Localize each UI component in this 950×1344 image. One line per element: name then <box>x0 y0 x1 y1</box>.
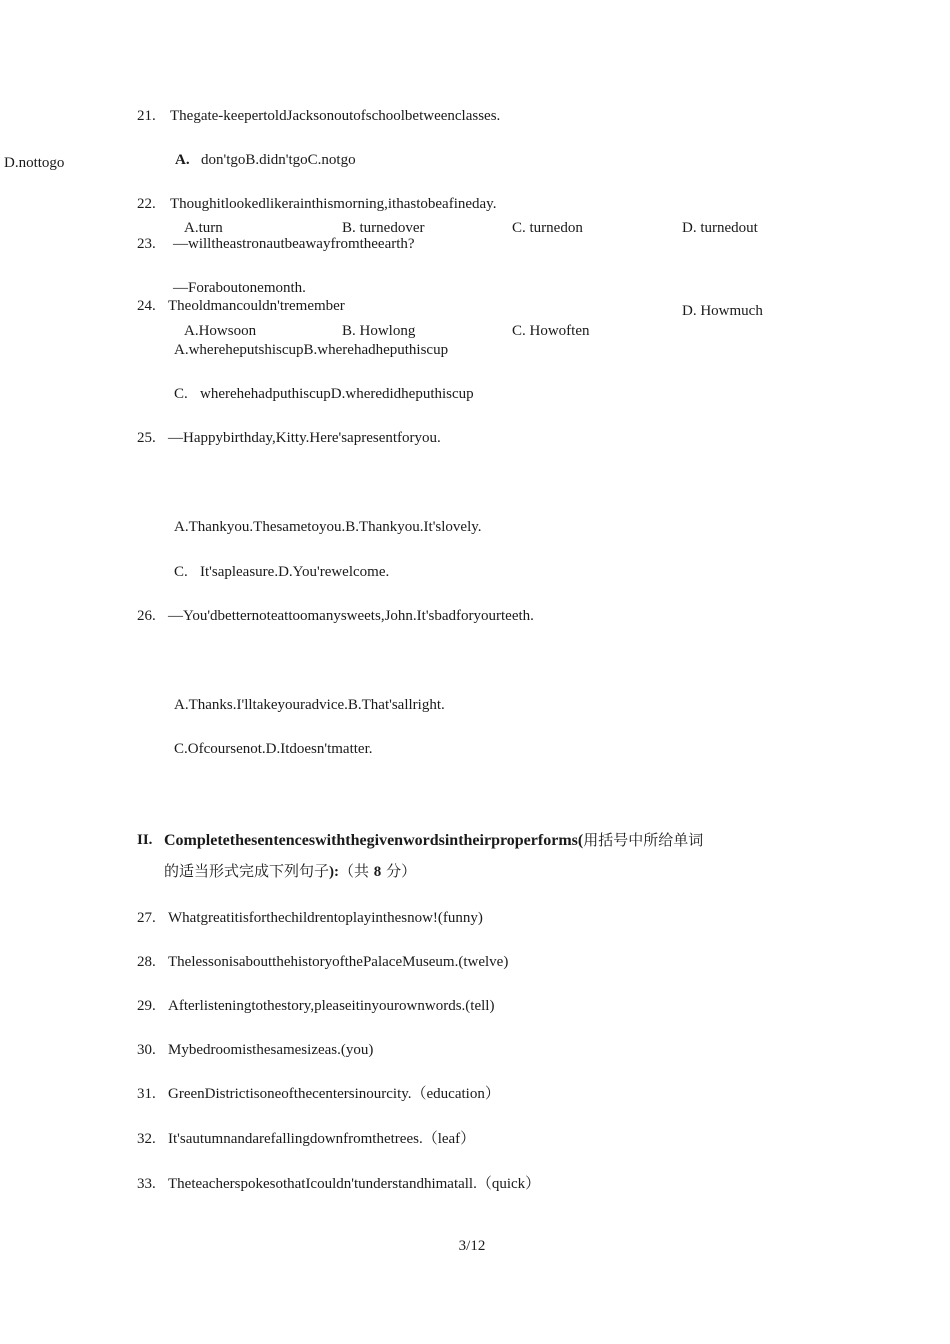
clipped-options-row: A.turn B. turnedover C. turnedon D. turnedout <box>184 220 758 236</box>
item-text: It'sautumnandarefallingdownfromthetrees.（leaf） <box>168 1131 476 1147</box>
question-number: 24. <box>137 298 156 314</box>
item-text: GreenDistrictisoneofthecentersinourcity.（education） <box>168 1086 500 1102</box>
options-line: It'sapleasure.D.You'rewelcome. <box>200 564 390 580</box>
item-number: 28. <box>137 954 156 970</box>
stray-option-text: D.nottogo <box>4 155 65 171</box>
options-line: A.Thankyou.Thesametoyou.B.Thankyou.It'slovely. <box>174 519 482 535</box>
item-text: ThelessonisaboutthehistoryofthePalaceMuseum.(twelve) <box>168 954 509 970</box>
section-subtitle: 的适当形式完成下列句子):（共 8 分） <box>164 862 417 880</box>
option-label: A. <box>175 152 190 168</box>
section-title: Completethesentenceswiththegivenwordsintheirproperforms(用括号中所给单词 <box>164 831 704 849</box>
question-text: Thegate-keepertoldJacksonoutofschoolbetweenclasses. <box>170 108 501 124</box>
page-number: 3/12 <box>458 1238 486 1254</box>
options-line: wherehehadputhiscupD.wheredidheputhiscup <box>200 386 474 402</box>
question-text: —willtheastronautbeawayfromtheearth? <box>173 236 415 252</box>
item-number: 32. <box>137 1131 156 1147</box>
options-line: A.Thanks.I'lltakeyouradvice.B.That'sallright. <box>174 697 445 713</box>
item-text: TheteacherspokesothatIcouldn'tunderstandhimatall.（quick） <box>168 1176 541 1192</box>
options-line: don'tgoB.didn'tgoC.notgo <box>201 152 356 168</box>
option-label: C. <box>174 564 188 580</box>
item-number: 33. <box>137 1176 156 1192</box>
question-text: Thoughitlookedlikerainthismorning,ithastobeafineday. <box>170 196 497 212</box>
item-text: Mybedroomisthesamesizeas.(you) <box>168 1042 374 1058</box>
question-text: —Happybirthday,Kitty.Here'sapresentforyou. <box>168 430 441 446</box>
item-number: 31. <box>137 1086 156 1102</box>
item-number: 30. <box>137 1042 156 1058</box>
option-label: C. <box>174 386 188 402</box>
item-text: Whatgreatitisforthechildrentoplayinthesnow!(funny) <box>168 910 483 926</box>
clipped-options-row: A.Howsoon B. Howlong C. Howoften <box>184 323 590 339</box>
question-number: 23. <box>137 236 156 252</box>
question-text: Theoldmancouldn'tremember <box>168 298 345 314</box>
options-line: C.Ofcoursenot.D.Itdoesn'tmatter. <box>174 741 373 757</box>
question-number: 25. <box>137 430 156 446</box>
question-number: 22. <box>137 196 156 212</box>
reply-text: —Foraboutonemonth. <box>173 280 306 296</box>
question-number: 26. <box>137 608 156 624</box>
section-number: II. <box>137 832 153 848</box>
question-number: 21. <box>137 108 156 124</box>
item-number: 27. <box>137 910 156 926</box>
item-number: 29. <box>137 998 156 1014</box>
question-text: —You'dbetternoteattoomanysweets,John.It'sbadforyourteeth. <box>168 608 534 624</box>
options-line: A.whereheputshiscupB.wherehadheputhiscup <box>174 342 449 358</box>
clipped-option-d: D. Howmuch <box>682 303 763 319</box>
item-text: Afterlisteningtothestory,pleaseitinyourownwords.(tell) <box>168 998 495 1014</box>
